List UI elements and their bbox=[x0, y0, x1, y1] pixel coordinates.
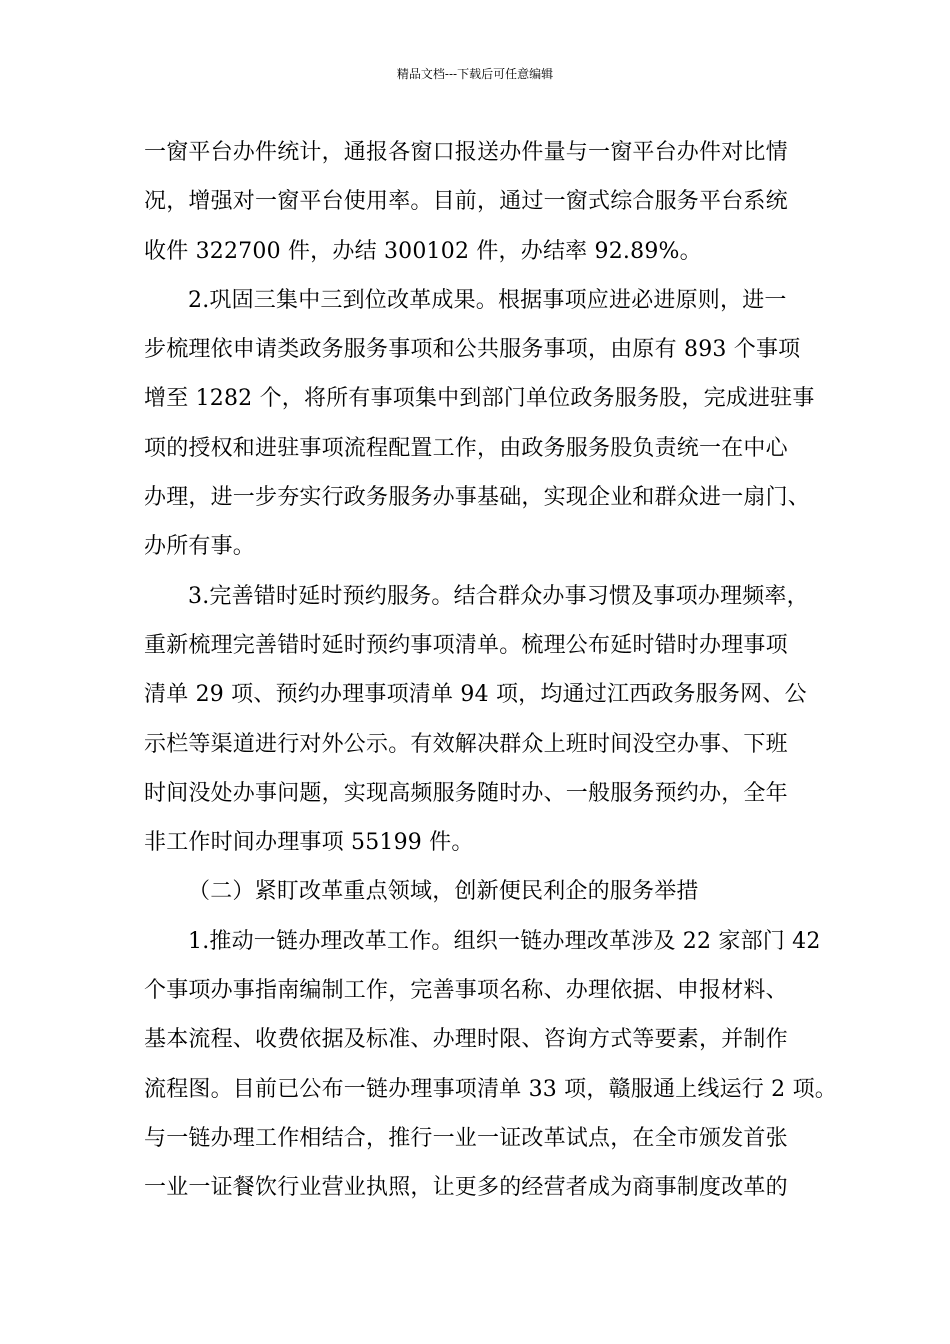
text-line: 1.推动一链办理改革工作。组织一链办理改革涉及 22 家部门 42 bbox=[188, 928, 821, 954]
text-line: 一窗平台办件统计，通报各窗口报送办件量与一窗平台办件对比情 bbox=[144, 140, 788, 165]
text-line: 步梳理依申请类政务服务事项和公共服务事项，由原有 893 个事项 bbox=[144, 337, 801, 363]
page-header: 精品文档---下载后可任意编辑 bbox=[396, 67, 554, 81]
text-line: 2.巩固三集中三到位改革成果。根据事项应进必进原则，进一 bbox=[188, 287, 787, 313]
paragraph-1 bbox=[144, 128, 824, 276]
text-line: 非工作时间办理事项 55199 件。 bbox=[144, 830, 474, 856]
text-line: 项的授权和进驻事项流程配置工作，由政务服务股负责统一在中心 bbox=[144, 435, 788, 461]
heading-line: （二）紧盯改革重点领域，创新便民利企的服务举措 bbox=[188, 879, 699, 905]
text-line: 办所有事。 bbox=[144, 534, 256, 560]
text-line: 时间没处办事问题，实现高频服务随时办、一般服务预约办，全年 bbox=[144, 780, 788, 806]
text-line: 3.完善错时延时预约服务。结合群众办事习惯及事项办理频率， bbox=[188, 583, 809, 609]
text-line: 一业一证餐饮行业营业执照，让更多的经营者成为商事制度改革的 bbox=[144, 1175, 788, 1201]
text-line: 与一链办理工作相结合，推行一业一证改革试点，在全市颁发首张 bbox=[144, 1125, 788, 1151]
text-line: 况，增强对一窗平台使用率。目前，通过一窗式综合服务平台系统 bbox=[144, 189, 788, 215]
text-line: 增至 1282 个，将所有事项集中到部门单位政务服务股，完成进驻事 bbox=[144, 386, 815, 412]
text-line: 办理，进一步夯实行政务服务办事基础，实现企业和群众进一扇门、 bbox=[144, 485, 811, 511]
paragraph-3 bbox=[144, 572, 824, 868]
text-line: 流程图。目前已公布一链办理事项清单 33 项，赣服通上线运行 2 项。 bbox=[144, 1076, 837, 1102]
text-line: 重新梳理完善错时延时预约事项清单。梳理公布延时错时办理事项 bbox=[144, 632, 788, 658]
text-line: 个事项办事指南编制工作，完善事项名称、办理依据、申报材料、 bbox=[144, 978, 788, 1004]
text-line: 清单 29 项、预约办理事项清单 94 项，均通过江西政务服务网、公 bbox=[144, 682, 807, 708]
document-body bbox=[144, 128, 837, 1213]
text-line: 收件 322700 件，办结 300102 件，办结率 92.89%。 bbox=[144, 238, 702, 264]
section-heading bbox=[144, 867, 824, 916]
paragraph-2 bbox=[144, 276, 824, 572]
text-line: 示栏等渠道进行对外公示。有效解决群众上班时间没空办事、下班 bbox=[144, 731, 788, 757]
paragraph-4 bbox=[144, 917, 837, 1213]
text-line: 基本流程、收费依据及标准、办理时限、咨询方式等要素，并制作 bbox=[144, 1027, 788, 1053]
